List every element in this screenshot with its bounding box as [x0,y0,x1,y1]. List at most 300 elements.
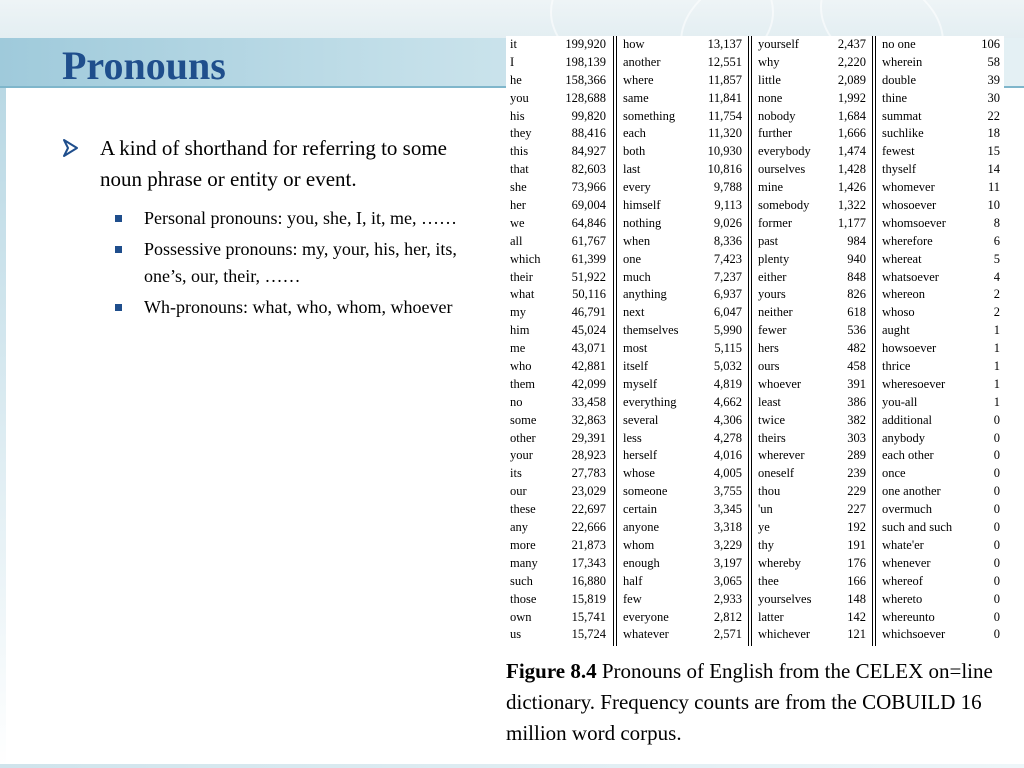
pronoun-word: double [882,72,917,87]
frequency-count: 3,229 [713,537,742,552]
pronoun-word: other [510,430,536,445]
pronoun-word: former [758,215,793,230]
pronoun-word: yourself [758,37,799,51]
pronoun-word: once [882,466,906,481]
table-row [758,573,866,591]
frequency-count: 0 [993,555,1000,570]
pronoun-word: one [623,251,642,266]
pronoun-word: he [510,72,522,87]
table-row [758,322,866,340]
pronoun-word: whereto [882,591,923,606]
figure-label: Figure 8.4 [506,659,597,683]
pronoun-word: somebody [758,198,810,213]
pronoun-word: which [510,251,541,266]
pronoun-word: less [623,430,642,445]
pronoun-word: someone [623,484,668,499]
frequency-count: 10 [987,198,1000,213]
frequency-count: 23,029 [571,484,606,499]
pronoun-word: certain [623,502,658,517]
frequency-count: 43,071 [571,341,606,356]
bullet-text: A kind of shorthand for referring to some noun phrase or entity or event. [100,136,448,191]
frequency-count: 1 [993,323,1000,338]
pronoun-word: me [510,341,526,356]
table-row [623,251,742,269]
table-row [758,269,866,287]
table-row [758,394,866,412]
table-row [758,54,866,72]
frequency-count: 239 [847,466,866,481]
table-row [882,519,1000,537]
pronoun-word: whereunto [882,609,935,624]
pronoun-word: fewest [882,144,915,159]
pronoun-word: any [510,520,529,535]
frequency-count: 848 [847,269,866,284]
table-row [758,286,866,304]
frequency-count: 9,026 [713,215,742,230]
table-row [623,143,742,161]
table-row [758,465,866,483]
pronoun-word: our [510,484,527,499]
sub-bullet-item [62,236,494,290]
frequency-count: 1,177 [837,215,866,230]
table-row [882,394,1000,412]
frequency-count: 16,880 [571,573,606,588]
table-row [882,90,1000,108]
pronoun-word: its [510,466,522,481]
pronoun-word: neither [758,305,793,320]
frequency-count: 3,345 [713,502,742,517]
pronoun-word: they [510,126,532,141]
frequency-count: 21,873 [571,537,606,552]
pronoun-word: last [623,162,641,177]
pronoun-word: another [623,54,661,69]
pronoun-word: past [758,233,779,248]
pronoun-word: yours [758,287,786,302]
table-row [510,90,606,108]
table-row [882,54,1000,72]
frequency-count: 45,024 [571,323,606,338]
pronoun-word: why [758,54,780,69]
frequency-count: 2 [993,305,1000,320]
pronoun-word: how [623,37,645,51]
pronoun-word: aught [882,323,910,338]
table-row [623,465,742,483]
pronoun-word: itself [623,359,648,374]
table-row [623,322,742,340]
frequency-count: 29,391 [571,430,606,445]
table-row [882,340,1000,358]
frequency-count: 4,005 [713,466,742,481]
table-row [882,215,1000,233]
frequency-count: 30 [987,90,1000,105]
table-row [758,537,866,555]
table-row [758,90,866,108]
table-column [623,36,742,644]
pronoun-word: plenty [758,251,790,266]
pronoun-word: her [510,198,526,213]
table-row [623,233,742,251]
sub-bullet-text: Possessive pronouns: my, your, his, her, its, one’s, our, their, …… [144,239,457,286]
table-row [623,519,742,537]
frequency-count: 22 [987,108,1000,123]
pronoun-word: whomever [882,180,935,195]
frequency-count: 2,089 [837,72,866,87]
table-row [623,358,742,376]
table-row [758,233,866,251]
frequency-count: 2,437 [837,37,866,51]
pronoun-frequency-table [506,36,1004,646]
frequency-count: 1,992 [837,90,866,105]
frequency-count: 0 [993,609,1000,624]
pronoun-word: where [623,72,654,87]
table-row [882,358,1000,376]
table-row [510,233,606,251]
table-row [882,430,1000,448]
pronoun-word: nothing [623,215,662,230]
frequency-count: 1,428 [837,162,866,177]
table-row [758,501,866,519]
pronoun-word: oneself [758,466,795,481]
table-row [623,36,742,54]
pronoun-word: same [623,90,649,105]
pronoun-word: whoever [758,376,802,391]
pronoun-word: himself [623,198,661,213]
pronoun-word: own [510,609,532,624]
pronoun-word: whenever [882,555,931,570]
frequency-count: 15 [987,144,1000,159]
frequency-count: 0 [993,430,1000,445]
pronoun-word: howsoever [882,341,937,356]
frequency-count: 11,754 [708,108,742,123]
frequency-count: 33,458 [571,394,606,409]
frequency-count: 3,318 [713,520,742,535]
column-divider [872,36,876,646]
frequency-count: 6,937 [713,287,742,302]
sub-bullet-item [62,294,494,321]
frequency-count: 1,426 [837,180,866,195]
frequency-count: 10,930 [707,144,742,159]
table-row [510,251,606,269]
pronoun-word: whosoever [882,198,937,213]
pronoun-word: who [510,359,532,374]
table-row [758,197,866,215]
pronoun-word: one another [882,484,941,499]
table-row [882,573,1000,591]
table-row [882,609,1000,627]
frequency-count: 0 [993,466,1000,481]
pronoun-word: such [510,573,533,588]
table-row [882,591,1000,609]
table-row [623,447,742,465]
table-row [623,54,742,72]
frequency-count: 198,139 [565,54,606,69]
frequency-count: 191 [847,537,866,552]
frequency-count: 99,820 [571,108,606,123]
pronoun-word: whate'er [882,537,924,552]
frequency-count: 5 [993,251,1000,266]
pronoun-word: overmuch [882,502,932,517]
frequency-count: 5,032 [713,359,742,374]
pronoun-word: wherefore [882,233,933,248]
table-row [623,269,742,287]
frequency-count: 73,966 [571,180,606,195]
table-row [510,430,606,448]
frequency-count: 58 [987,54,1000,69]
table-row [510,358,606,376]
table-row [623,394,742,412]
table-row [623,215,742,233]
frequency-count: 5,990 [713,323,742,338]
frequency-count: 826 [847,287,866,302]
frequency-count: 6 [993,233,1000,248]
pronoun-word: most [623,341,648,356]
frequency-count: 12,551 [707,54,742,69]
pronoun-word: additional [882,412,932,427]
frequency-count: 11,841 [708,90,742,105]
frequency-count: 1,474 [837,144,866,159]
frequency-count: 15,724 [571,627,606,642]
frequency-count: 9,788 [713,180,742,195]
pronoun-word: yourselves [758,591,812,606]
table-row [510,591,606,609]
frequency-count: 106 [981,37,1000,51]
pronoun-word: that [510,162,529,177]
pronoun-word: I [510,54,515,69]
pronoun-word: wherein [882,54,923,69]
table-row [882,626,1000,644]
frequency-count: 0 [993,520,1000,535]
table-row [758,72,866,90]
frequency-count: 128,688 [565,90,606,105]
table-row [510,72,606,90]
table-row [623,90,742,108]
frequency-count: 142 [847,609,866,624]
pronoun-word: whereby [758,555,802,570]
figure-caption [506,656,1016,749]
frequency-count: 51,922 [571,269,606,284]
pronoun-word: whoso [882,305,915,320]
pronoun-word: whichsoever [882,627,946,642]
frequency-count: 4,278 [713,430,742,445]
table-row [623,197,742,215]
frequency-count: 1,684 [837,108,866,123]
frequency-count: 289 [847,448,866,463]
frequency-count: 3,197 [713,555,742,570]
frequency-count: 7,423 [713,251,742,266]
sub-bullet-text: Wh-pronouns: what, who, whom, whoever [144,297,453,317]
table-row [882,376,1000,394]
pronoun-word: least [758,394,781,409]
pronoun-word: either [758,269,787,284]
frequency-count: 536 [847,323,866,338]
frequency-count: 82,603 [571,162,606,177]
pronoun-word: whereat [882,251,922,266]
caption-text: Pronouns of English from the CELEX on=line dictionary. Frequency counts are from the COBUILD 16 million word corpus. [506,659,993,745]
pronoun-word: whatever [623,627,669,642]
table-row [882,36,1000,54]
frequency-count: 3,065 [713,573,742,588]
frequency-count: 5,115 [714,341,742,356]
frequency-count: 199,920 [565,37,606,51]
table-row [758,125,866,143]
pronoun-word: whereon [882,287,926,302]
table-row [758,340,866,358]
square-bullet-icon [115,246,122,253]
frequency-count: 69,004 [571,198,606,213]
table-row [758,358,866,376]
pronoun-word: none [758,90,783,105]
table-row [882,251,1000,269]
pronoun-word: them [510,376,535,391]
table-row [758,591,866,609]
frequency-count: 22,666 [571,520,606,535]
frequency-count: 2 [993,287,1000,302]
pronoun-word: we [510,215,525,230]
pronoun-word: everyone [623,609,669,624]
frequency-count: 3,755 [713,484,742,499]
table-row [882,233,1000,251]
frequency-count: 229 [847,484,866,499]
arrow-bullet-icon [62,138,80,158]
table-row [510,322,606,340]
table-row [510,465,606,483]
frequency-count: 2,220 [837,54,866,69]
frequency-count: 11 [987,180,1000,195]
frequency-count: 18 [987,126,1000,141]
table-row [623,626,742,644]
pronoun-word: twice [758,412,786,427]
table-row [623,286,742,304]
table-row [882,72,1000,90]
frequency-count: 61,399 [571,251,606,266]
pronoun-word: ye [758,520,770,535]
table-row [510,161,606,179]
pronoun-word: both [623,144,646,159]
pronoun-word: your [510,448,533,463]
table-row [510,54,606,72]
pronoun-word: next [623,305,645,320]
frequency-count: 1 [993,359,1000,374]
pronoun-word: these [510,502,536,517]
pronoun-word: ours [758,359,780,374]
frequency-count: 0 [993,573,1000,588]
pronoun-word: thine [882,90,907,105]
pronoun-word: whose [623,466,655,481]
frequency-count: 9,113 [714,198,742,213]
pronoun-word: summat [882,108,922,123]
pronoun-word: no one [882,37,916,51]
table-row [510,609,606,627]
frequency-count: 11,857 [708,72,742,87]
pronoun-word: few [623,591,642,606]
frequency-count: 11,320 [708,126,742,141]
pronoun-word: their [510,269,533,284]
frequency-count: 8,336 [713,233,742,248]
pronoun-word: whom [623,537,655,552]
table-row [882,161,1000,179]
table-column [882,36,1000,644]
frequency-count: 88,416 [571,126,606,141]
pronoun-word: nobody [758,108,796,123]
table-column [758,36,866,644]
frequency-count: 148 [847,591,866,606]
frequency-count: 940 [847,251,866,266]
frequency-count: 15,819 [571,591,606,606]
pronoun-word: whomsoever [882,215,946,230]
table-row [758,36,866,54]
pronoun-word: fewer [758,323,787,338]
pronoun-word: thee [758,573,779,588]
column-divider [748,36,752,646]
table-row [882,447,1000,465]
pronoun-word: mine [758,180,783,195]
table-row [623,573,742,591]
table-row [882,286,1000,304]
table-row [882,125,1000,143]
table-row [758,108,866,126]
frequency-count: 15,741 [571,609,606,624]
pronoun-word: thrice [882,359,911,374]
table-row [882,322,1000,340]
table-row [510,483,606,501]
frequency-count: 7,237 [713,269,742,284]
table-row [758,519,866,537]
table-row [623,430,742,448]
table-row [882,465,1000,483]
pronoun-word: themselves [623,323,679,338]
frequency-count: 4,306 [713,412,742,427]
pronoun-word: everything [623,394,677,409]
frequency-count: 4,819 [713,376,742,391]
table-row [510,519,606,537]
table-row [510,573,606,591]
pronoun-word: all [510,233,523,248]
pronoun-word: latter [758,609,784,624]
table-row [758,215,866,233]
frequency-count: 458 [847,359,866,374]
frequency-count: 482 [847,341,866,356]
table-row [623,125,742,143]
pronoun-word: more [510,537,536,552]
frequency-count: 0 [993,502,1000,517]
pronoun-word: hers [758,341,779,356]
sub-bullet-list [62,205,494,321]
frequency-count: 32,863 [571,412,606,427]
pronoun-word: some [510,412,537,427]
table-row [623,483,742,501]
pronoun-word: what [510,287,535,302]
table-row [510,537,606,555]
pronoun-word: wheresoever [882,376,946,391]
pronoun-word: you [510,90,529,105]
pronoun-word: anyone [623,520,660,535]
table-row [510,304,606,322]
frequency-count: 0 [993,484,1000,499]
frequency-count: 176 [847,555,866,570]
table-row [623,376,742,394]
frequency-count: 0 [993,591,1000,606]
frequency-count: 1 [993,394,1000,409]
table-row [758,143,866,161]
table-row [758,161,866,179]
frequency-count: 6,047 [713,305,742,320]
pronoun-word: myself [623,376,658,391]
pronoun-word: this [510,144,529,159]
table-row [758,626,866,644]
table-row [882,555,1000,573]
frequency-count: 121 [847,627,866,642]
frequency-count: 8 [993,215,1000,230]
